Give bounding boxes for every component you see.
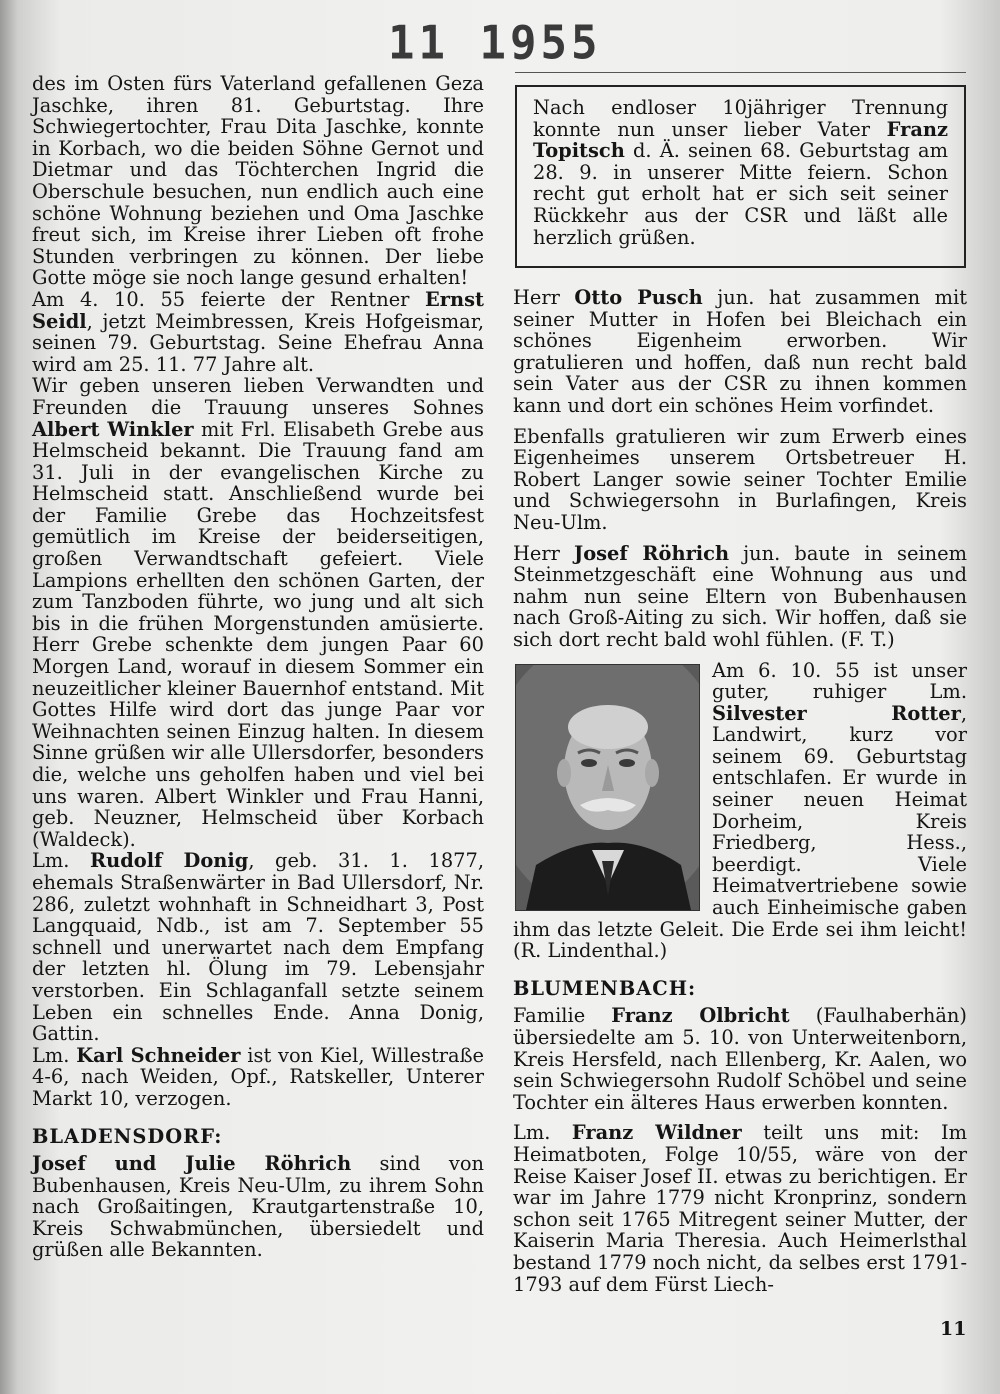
paragraph-josef-roehrich: Herr Josef Röhrich jun. baute in seinem Steinmetzgeschäft eine Wohnung aus und nahm nun seine Eltern von Bubenhausen nach Groß-Aiting zu sich. Wir hoffen, daß sie sich dort recht bald wohl fühlen. (F. T.) (513, 541, 967, 651)
right-column (513, 287, 967, 1295)
paragraph-schneider: Lm. Karl Schneider ist von Kiel, Willestraße 4-6, nach Weiden, Opf., Ratskeller, Unterer Markt 10, verzogen. (32, 1043, 485, 1110)
portrait-illustration (516, 665, 699, 910)
portrait-photo (515, 664, 700, 911)
date-stamp: 11 1955 (388, 16, 602, 71)
paragraph-topitsch: Nach endloser 10jähriger Trennung konnte nun unser lieber Vater Franz Topitsch d. Ä. seinen 68. Geburtstag am 28. 9. in unserer Mitte feiern. Schon recht gut erholt hat er sich seit seiner Rückkehr aus der CSR und läßt alle herzlich grüßen. (533, 96, 948, 249)
section-heading-bladensdorf: BLADENSDORF: (32, 1124, 223, 1148)
paragraph-jaschke: des im Osten fürs Vaterland gefallenen Geza Jaschke, ihren 81. Geburtstag. Ihre Schwiegertochter, Frau Dita Jaschke, konnte in Korbach, wo die beiden Söhne Gernot und Dietmar und das Töchterchen Ingrid die Oberschule besuchen, nun endlich auch eine schöne Wohnung beziehen und Oma Jaschke freut sich, im Kreise ihrer Lieben oft frohe Stunden verbringen zu können. Der liebe Gotte möge sie noch lange gesund erhalten! (32, 72, 484, 290)
name-josef-julie-roehrich: Josef und Julie Röhrich (32, 1152, 352, 1176)
name-silvester-rotter: Silvester Rotter (712, 701, 961, 725)
paragraph-olbricht: Familie Franz Olbricht (Faulhaberhän) übersiedelte am 5. 10. von Unterweitenborn, Kreis Hersfeld, nach Ellenberg, Kr. Aalen, wo sein Schwiegersohn Rudolf Schöbel und seine Tochter ein älteres Haus erwerben konnten. (513, 1004, 967, 1114)
name-ernst-seidl: Ernst Seidl (32, 287, 484, 333)
name-albert-winkler: Albert Winkler (32, 417, 194, 441)
section-heading-blumenbach: BLUMENBACH: (513, 976, 697, 1000)
paragraph-langer: Ebenfalls gratulieren wir zum Erwerb eines Eigenheimes unserem Ortsbetreuer H. Robert Langer sowie seiner Tochter Emilie und Schwiegersohn in Burlafingen, Kreis Neu-Ulm. (513, 424, 967, 534)
paragraph-wildner: Lm. Franz Wildner teilt uns mit: Im Heimatboten, Folge 10/55, wäre von der Reise Kaiser Josef II. etwas zu berichtigen. Er war im Jahre 1779 nicht Kronprinz, sondern schon seit 1765 Mitregent seiner Mutter, der Kaiserin Maria Theresia. Auch Heimerlsthal bestand 1779 noch nicht, da selbes erst 1791-1793 auf dem Fürst Liech- (513, 1121, 968, 1296)
name-franz-olbricht: Franz Olbricht (611, 1004, 790, 1028)
name-franz-topitsch: Franz Topitsch (533, 117, 948, 163)
name-franz-wildner: Franz Wildner (571, 1121, 742, 1145)
page-number: 11 (940, 1318, 967, 1340)
paragraph-rotter: Am 6. 10. 55 ist unser guter, ruhiger Lm. Silvester Rotter, Landwirt, kurz vor seinem 69. Geburtstag entschlafen. Er wurde in seiner neuen Heimat Dorheim, Kreis Friedberg, Hess., beerdigt. Viele Heimatvertriebene sowie auch Einheimische gaben ihm das letzte Geleit. Die Erde sei ihm leicht! (R. Lindenthal.) (513, 659, 967, 962)
paragraph-seidl: Am 4. 10. 55 feierte der Rentner Ernst Seidl, jetzt Meimbressen, Kreis Hofgeismar, seinen 79. Geburtstag. Seine Ehefrau Anna wird am 25. 11. 77 Jahre alt. (32, 287, 484, 376)
notice-box-topitsch (515, 85, 966, 268)
name-rudolf-donig: Rudolf Donig (89, 849, 249, 873)
name-otto-pusch: Otto Pusch (574, 286, 703, 309)
name-josef-roehrich: Josef Röhrich (574, 541, 730, 565)
name-karl-schneider: Karl Schneider (76, 1043, 241, 1067)
obituary-rotter (513, 660, 967, 962)
left-column (32, 73, 484, 1261)
box-top-rule (515, 72, 966, 73)
paragraph-roehrich-parents: Josef und Julie Röhrich sind von Bubenhausen, Kreis Neu-Ulm, zu ihrem Sohn nach Großaitingen, Krautgartenstraße 10, Kreis Schwabmünchen, übersiedelt und grüßen alle Bekannten. (32, 1152, 484, 1262)
paragraph-donig: Lm. Rudolf Donig, geb. 31. 1. 1877, ehemals Straßenwärter in Bad Ullersdorf, Nr. 286, zuletzt wohnhaft in Schneidhart 3, Post Langquaid, Ndb., ist am 7. September 55 schnell und unerwartet nach dem Empfang der letzten hl. Ölung im 79. Lebensjahr verstorben. Ein Schlaganfall setzte seinem Leben ein schnelles Ende. Anna Donig, Gattin. (32, 849, 484, 1046)
paragraph-winkler: Wir geben unseren lieben Verwandten und Freunden die Trauung unseres Sohnes Albert Winkler mit Frl. Elisabeth Grebe aus Helmscheid bekannt. Die Trauung fand am 31. Juli in der evangelischen Kirche zu Helmscheid statt. Anschließend wurde bei der Familie Grebe das Hochzeitsfest gemütlich im Kreise der beiderseitigen, großen Verwandtschaft gefeiert. Viele Lampions erhellten den schönen Garten, der zum Tanzboden führte, wo jung und alt sich bis in die frühen Morgenstunden amüsierte. Herr Grebe schenkte dem jungen Paar 60 Morgen Land, worauf in diesem Sommer ein neuzeitlicher kleiner Bauernhof entstand. Mit Gottes Hilfe wird dort das junge Paar vor Weihnachten seinen Einzug halten. In diesem Sinne grüßen wir alle Ullersdorfer, besonders die, welche uns geholfen haben und viel bei uns waren. Albert Winkler und Frau Hanni, geb. Neuzner, Helmscheid über Korbach (Waldeck). (32, 374, 485, 851)
paragraph-pusch: Herr Otto Pusch jun. hat zusammen mit seiner Mutter in Hofen bei Bleichach ein schönes Eigenheim erworben. Wir gratulieren und hoffen, daß nun recht bald sein Vater aus der CSR zu ihnen kommen kann und dort ein schönes Heim vorfindet. (513, 286, 967, 417)
